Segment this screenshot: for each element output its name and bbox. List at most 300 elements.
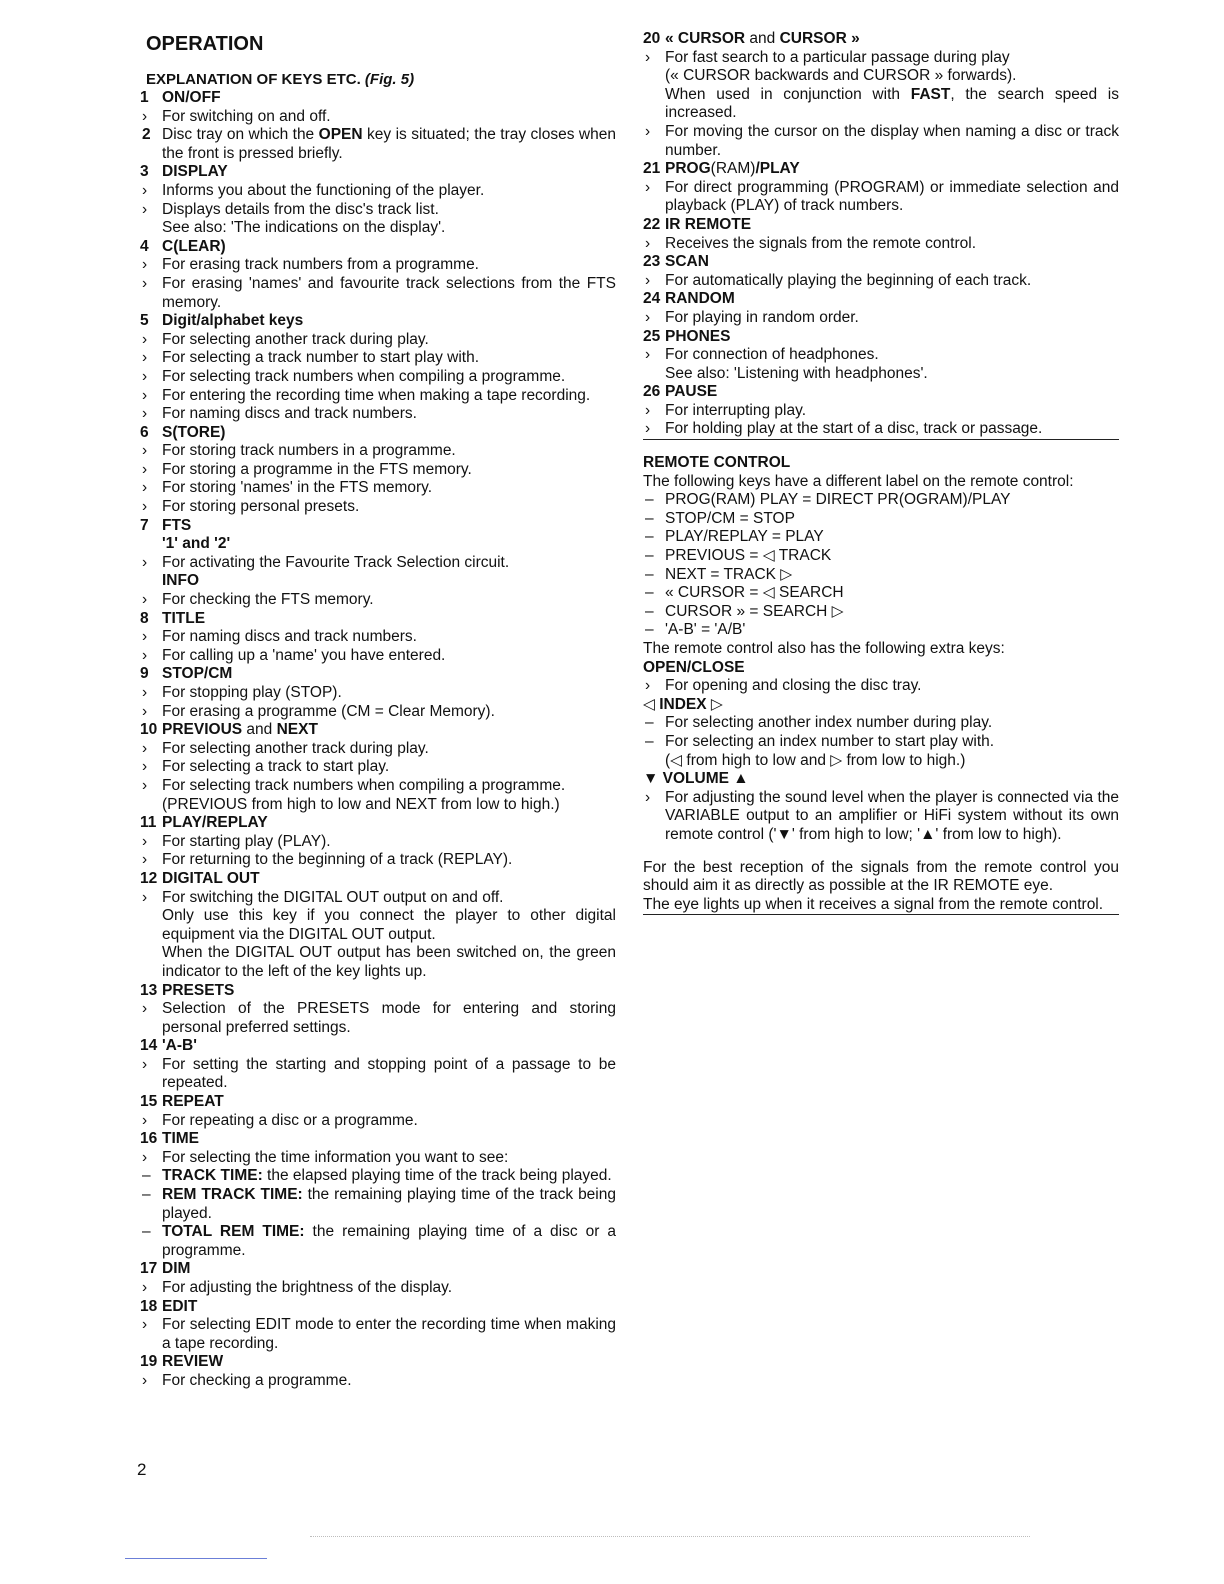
dash-marker: – bbox=[142, 1223, 151, 1241]
key-number: 1 bbox=[140, 89, 149, 106]
item-text bbox=[162, 182, 616, 201]
list-item bbox=[140, 1316, 616, 1353]
footer-rule bbox=[125, 1558, 267, 1559]
key-number: 3 bbox=[140, 163, 149, 181]
item-desc: For selecting track numbers when compiling a programme. bbox=[162, 367, 566, 385]
item-desc: For storing track numbers in a programme. bbox=[162, 442, 456, 460]
list-item bbox=[643, 346, 1119, 365]
item-desc: For selecting another track during play. bbox=[162, 330, 429, 348]
key-label bbox=[665, 160, 800, 179]
key-number: 20 bbox=[643, 30, 661, 47]
bullet-marker: › bbox=[645, 178, 651, 196]
dash-marker: – bbox=[645, 621, 654, 639]
sub-key-label: INFO bbox=[162, 572, 200, 590]
bullet-marker: › bbox=[142, 1055, 148, 1073]
list-item bbox=[140, 1372, 616, 1391]
key-heading bbox=[643, 160, 1119, 179]
key-label: FTS bbox=[162, 516, 192, 534]
key-label-part: PREVIOUS bbox=[162, 721, 243, 739]
item-desc: For direct programming (PROGRAM) or immediate selection and playback (PLAY) of track numbers. bbox=[665, 178, 1119, 215]
bullet-marker: › bbox=[142, 553, 148, 571]
remote-mapping-item bbox=[643, 547, 1119, 566]
item-text bbox=[162, 108, 616, 127]
item-desc: For selecting the time information you want to see: bbox=[162, 1148, 509, 1166]
key-heading bbox=[140, 1353, 616, 1372]
item-text bbox=[665, 309, 1119, 328]
item-desc: the remaining playing time of the track being played. bbox=[162, 1186, 616, 1222]
item-desc: For calling up a 'name' you have entered. bbox=[162, 646, 446, 664]
key-number: 18 bbox=[140, 1297, 158, 1315]
dash-marker: – bbox=[645, 565, 654, 583]
list-item bbox=[140, 387, 616, 406]
mapping-text: PROG(RAM) PLAY = DIRECT PR(OGRAM)/PLAY bbox=[665, 491, 1011, 509]
key-number: 21 bbox=[643, 160, 661, 178]
item-text bbox=[162, 554, 616, 573]
indented-note bbox=[643, 86, 1119, 123]
key-heading bbox=[140, 1037, 616, 1056]
item-desc: the elapsed playing time of the track being played. bbox=[262, 1167, 612, 1185]
key-heading bbox=[140, 163, 616, 182]
list-item bbox=[140, 442, 616, 461]
key-label: STOP/CM bbox=[162, 665, 233, 683]
list-item bbox=[140, 498, 616, 517]
item-text bbox=[162, 740, 616, 759]
item-term: REM TRACK TIME: bbox=[162, 1186, 303, 1204]
key-number: 10 bbox=[140, 721, 158, 739]
key-label: SCAN bbox=[665, 253, 709, 271]
key-label: REVIEW bbox=[162, 1353, 224, 1371]
item-desc: For selecting another track during play. bbox=[162, 739, 429, 757]
bullet-marker: › bbox=[142, 628, 148, 646]
item-desc: For moving the cursor on the display when naming a disc or track number. bbox=[665, 122, 1119, 159]
bullet-marker: › bbox=[142, 386, 148, 404]
indented-note: (« CURSOR backwards and CURSOR » forwards). bbox=[665, 67, 1017, 85]
item-text bbox=[162, 703, 616, 722]
remote-mapping-item bbox=[643, 584, 1119, 603]
item-term: TRACK TIME: bbox=[162, 1167, 263, 1185]
reception-text-1: For the best reception of the signals from the remote control you should aim it as directly as possible at the IR REMOTE eye. bbox=[643, 858, 1119, 895]
mapping-text: NEXT = TRACK ▷ bbox=[665, 565, 793, 583]
key-label: 'A-B' bbox=[162, 1037, 197, 1055]
index-note: (◁ from high to low and ▷ from low to high.) bbox=[665, 751, 966, 769]
key-label: EDIT bbox=[162, 1297, 198, 1315]
bullet-marker: › bbox=[142, 367, 148, 385]
key-number: 4 bbox=[140, 237, 149, 255]
bullet-marker: › bbox=[142, 256, 148, 274]
item-desc: For switching the DIGITAL OUT output on and off. bbox=[162, 888, 504, 906]
item-desc: For selecting a track to start play. bbox=[162, 758, 390, 776]
list-item: – For selecting another index number during play. bbox=[643, 714, 1119, 733]
item-text bbox=[162, 684, 616, 703]
item-desc: For adjusting the brightness of the display. bbox=[162, 1279, 453, 1296]
key-number: 13 bbox=[140, 981, 158, 999]
key-number: 23 bbox=[643, 253, 661, 271]
text-part-bold: OPEN bbox=[318, 126, 363, 144]
key-heading bbox=[140, 1093, 616, 1112]
bullet-marker: › bbox=[142, 442, 148, 460]
key-heading bbox=[140, 238, 616, 257]
key-heading bbox=[140, 1260, 616, 1279]
extra-keys-intro: The remote control also has the following extra keys: bbox=[643, 640, 1005, 657]
key-heading bbox=[643, 216, 1119, 235]
bullet-marker: › bbox=[142, 646, 148, 664]
list-item bbox=[140, 1167, 616, 1186]
key-label: IR REMOTE bbox=[665, 215, 752, 233]
item-desc: For selecting EDIT mode to enter the recording time when making a tape recording. bbox=[162, 1316, 616, 1352]
list-item bbox=[643, 123, 1119, 160]
list-item bbox=[140, 108, 616, 127]
page-number: 2 bbox=[137, 1460, 147, 1479]
list-item bbox=[140, 182, 616, 201]
dash-marker: – bbox=[142, 1167, 151, 1185]
key-number: 26 bbox=[643, 383, 661, 401]
item-text bbox=[162, 1316, 616, 1353]
list-item bbox=[643, 179, 1119, 216]
list-item bbox=[643, 420, 1119, 440]
indented-note: Only use this key if you connect the player to other digital equipment via the DIGITAL OUT output. bbox=[162, 907, 616, 943]
item-text bbox=[162, 1223, 616, 1260]
list-item bbox=[643, 309, 1119, 328]
item-text bbox=[665, 272, 1119, 291]
item-text bbox=[162, 1056, 616, 1093]
item-desc: For fast search to a particular passage during play bbox=[665, 48, 1010, 66]
item-desc: For connection of headphones. bbox=[665, 346, 879, 364]
text-part: , the search speed is increased. bbox=[665, 85, 1119, 122]
page-heading: OPERATION bbox=[146, 33, 264, 55]
key-number: 7 bbox=[140, 516, 149, 534]
remote-mapping-item bbox=[643, 510, 1119, 529]
reception-note bbox=[643, 859, 1119, 916]
key-label bbox=[665, 30, 860, 49]
bullet-marker: › bbox=[142, 274, 148, 292]
key-number: 2 bbox=[142, 126, 151, 144]
bullet-marker: › bbox=[142, 498, 148, 516]
key-label: PAUSE bbox=[665, 383, 718, 401]
list-item bbox=[643, 235, 1119, 254]
sub-key-label: '1' and '2' bbox=[162, 535, 231, 553]
list-item: – For selecting an index number to start play with. bbox=[643, 733, 1119, 752]
remote-mapping-item bbox=[643, 621, 1119, 640]
item-desc: Informs you about the functioning of the player. bbox=[162, 181, 485, 199]
list-item bbox=[140, 851, 616, 870]
remote-control-title: REMOTE CONTROL bbox=[643, 454, 791, 472]
list-item bbox=[140, 703, 616, 722]
bullet-marker: › bbox=[142, 1148, 148, 1166]
key-heading bbox=[643, 328, 1119, 347]
key-number: 16 bbox=[140, 1130, 158, 1148]
list-item bbox=[140, 758, 616, 777]
bullet-marker: › bbox=[142, 200, 148, 218]
mapping-text: PLAY/REPLAY = PLAY bbox=[665, 528, 824, 546]
item-desc: For repeating a disc or a programme. bbox=[162, 1111, 418, 1129]
key-number: 8 bbox=[140, 609, 149, 627]
item-text bbox=[162, 1372, 616, 1391]
list-item bbox=[140, 628, 616, 647]
key-number: 24 bbox=[643, 290, 661, 308]
bullet-marker: › bbox=[142, 330, 148, 348]
list-item: › For adjusting the sound level when the player is connected via the VARIABLE output to an amplifier or HiFi system without its own remote control ('▼' from high to low; '▲' from low to high). bbox=[645, 788, 1119, 843]
key-heading bbox=[140, 424, 616, 443]
item-text bbox=[162, 591, 616, 610]
item-text bbox=[162, 647, 616, 666]
bullet-marker: › bbox=[142, 739, 148, 757]
dash-marker: – bbox=[645, 547, 654, 565]
bullet-marker: › bbox=[645, 346, 651, 364]
list-item bbox=[140, 331, 616, 350]
item-desc: For entering the recording time when making a tape recording. bbox=[162, 386, 591, 404]
item-desc: For interrupting play. bbox=[665, 401, 806, 419]
item-text bbox=[162, 758, 616, 777]
item-desc: For switching on and off. bbox=[162, 107, 331, 125]
key-label: DIM bbox=[162, 1260, 191, 1278]
key-label-joiner: and bbox=[745, 30, 780, 47]
key-heading bbox=[140, 870, 616, 889]
item-desc: Displays details from the disc's track list. bbox=[162, 200, 439, 218]
open-close-title: OPEN/CLOSE bbox=[643, 658, 745, 676]
list-item bbox=[140, 647, 616, 666]
list-item bbox=[140, 368, 616, 387]
key-number: 17 bbox=[140, 1260, 158, 1278]
key-heading bbox=[643, 30, 1119, 49]
item-text bbox=[665, 235, 1119, 254]
key-label: REPEAT bbox=[162, 1093, 224, 1111]
remote-mapping-item bbox=[643, 528, 1119, 547]
mapping-text: CURSOR » = SEARCH ▷ bbox=[665, 602, 844, 620]
item-text bbox=[162, 777, 616, 796]
item-desc: For erasing 'names' and favourite track selections from the FTS memory. bbox=[162, 274, 616, 311]
list-item bbox=[140, 1112, 616, 1131]
bullet-marker: › bbox=[142, 888, 148, 906]
key-heading bbox=[643, 253, 1119, 272]
item-text bbox=[665, 420, 1119, 439]
indented-note: When the DIGITAL OUT output has been switched on, the green indicator to the left of the key lights up. bbox=[162, 944, 616, 980]
dash-marker: – bbox=[645, 602, 654, 620]
key-label: S(TORE) bbox=[162, 423, 226, 441]
item-text bbox=[162, 479, 616, 498]
bullet-marker: › bbox=[142, 479, 148, 497]
key-label: C(LEAR) bbox=[162, 237, 226, 255]
right-column bbox=[643, 30, 1119, 915]
list-item bbox=[140, 1223, 616, 1260]
key-label: TITLE bbox=[162, 609, 206, 627]
item-text bbox=[162, 1149, 616, 1168]
key-list-left bbox=[140, 89, 616, 1391]
key-heading bbox=[643, 290, 1119, 309]
key-heading bbox=[140, 982, 616, 1001]
item-desc: For automatically playing the beginning of each track. bbox=[665, 271, 1032, 289]
item-text bbox=[162, 405, 616, 424]
volume-desc: For adjusting the sound level when the player is connected via the VARIABLE output to an amplifier or HiFi system without its own remote control ('▼' from high to low; '▲' from low to high). bbox=[665, 788, 1119, 843]
item-text bbox=[162, 442, 616, 461]
item-text bbox=[162, 1167, 616, 1186]
list-item bbox=[140, 479, 616, 498]
key-label: TIME bbox=[162, 1130, 200, 1148]
list-item bbox=[140, 1000, 616, 1037]
key-label: Digit/alphabet keys bbox=[162, 312, 304, 330]
bullet-marker: › bbox=[142, 776, 148, 794]
item-text bbox=[162, 349, 616, 368]
item-desc: For checking a programme. bbox=[162, 1371, 352, 1389]
index-title: ◁ INDEX ▷ bbox=[643, 695, 723, 713]
key-number: 22 bbox=[643, 215, 661, 233]
key-number: 5 bbox=[140, 312, 149, 330]
key-label: PRESETS bbox=[162, 981, 235, 999]
volume-title: ▼ VOLUME ▲ bbox=[643, 770, 749, 788]
item-desc: For storing personal presets. bbox=[162, 498, 360, 516]
item-desc: For stopping play (STOP). bbox=[162, 684, 342, 701]
item-text bbox=[162, 331, 616, 350]
list-item bbox=[140, 1279, 616, 1298]
list-item bbox=[140, 833, 616, 852]
text-part-bold: FAST bbox=[910, 85, 951, 103]
bullet-marker: › bbox=[142, 702, 148, 720]
reception-text-2: The eye lights up when it receives a signal from the remote control. bbox=[643, 895, 1104, 913]
list-item bbox=[140, 1149, 616, 1168]
list-item bbox=[140, 554, 616, 573]
mapping-text: PREVIOUS = ◁ TRACK bbox=[665, 547, 832, 565]
bullet-marker: › bbox=[142, 1000, 148, 1018]
item-desc: For naming discs and track numbers. bbox=[162, 628, 417, 646]
bullet-marker: › bbox=[645, 308, 651, 326]
key-label: PLAY/REPLAY bbox=[162, 814, 268, 832]
key-number: 6 bbox=[140, 423, 149, 441]
item-text bbox=[162, 1186, 616, 1223]
section-heading bbox=[146, 70, 616, 89]
indented-note: See also: 'The indications on the display'. bbox=[162, 219, 446, 237]
bullet-marker: › bbox=[142, 684, 148, 701]
item-desc: For starting play (PLAY). bbox=[162, 832, 331, 850]
key-number: 9 bbox=[140, 665, 149, 683]
item-text bbox=[162, 1000, 616, 1037]
item-text bbox=[162, 889, 616, 908]
list-item bbox=[140, 461, 616, 480]
item-desc: For selecting a track number to start play with. bbox=[162, 349, 480, 367]
index-item-2: For selecting an index number to start play with. bbox=[665, 732, 995, 750]
bullet-marker: › bbox=[142, 181, 148, 199]
item-text bbox=[162, 461, 616, 480]
list-item: › For opening and closing the disc tray. bbox=[643, 677, 1119, 696]
item-desc: For setting the starting and stopping point of a passage to be repeated. bbox=[162, 1055, 616, 1092]
key-list-right bbox=[643, 30, 1119, 440]
key-number: 12 bbox=[140, 869, 158, 887]
item-text bbox=[162, 628, 616, 647]
item-text bbox=[162, 387, 616, 406]
item-desc: For storing 'names' in the FTS memory. bbox=[162, 479, 433, 497]
dash-marker: – bbox=[645, 584, 654, 602]
remote-control-section bbox=[643, 454, 1119, 915]
list-item bbox=[140, 591, 616, 610]
list-item bbox=[140, 740, 616, 759]
bullet-marker: › bbox=[142, 1371, 148, 1389]
list-item bbox=[140, 684, 616, 703]
item-desc: For selecting track numbers when compiling a programme. bbox=[162, 776, 566, 794]
remote-mapping-item bbox=[643, 603, 1119, 622]
key-label: DIGITAL OUT bbox=[162, 869, 260, 887]
key-heading bbox=[643, 383, 1119, 402]
key-heading bbox=[140, 126, 616, 163]
bullet-marker: › bbox=[645, 234, 651, 252]
dash-marker: – bbox=[645, 528, 654, 546]
remote-mapping-item bbox=[643, 491, 1119, 510]
remote-control-intro: The following keys have a different label on the remote control: bbox=[643, 472, 1074, 490]
dash-marker: – bbox=[645, 509, 654, 527]
bullet-marker: › bbox=[645, 271, 651, 289]
bullet-marker: › bbox=[645, 401, 651, 419]
list-item bbox=[140, 256, 616, 275]
item-desc: For activating the Favourite Track Selection circuit. bbox=[162, 553, 510, 571]
key-number: 25 bbox=[643, 327, 661, 345]
item-text bbox=[665, 123, 1119, 160]
item-text bbox=[162, 275, 616, 312]
key-number: 15 bbox=[140, 1093, 158, 1111]
mapping-text: 'A-B' = 'A/B' bbox=[665, 621, 746, 639]
section-title: EXPLANATION OF KEYS ETC. bbox=[146, 71, 361, 88]
bullet-marker: › bbox=[142, 591, 148, 609]
remote-mapping-list bbox=[643, 491, 1119, 640]
key-label-part: PROG bbox=[665, 160, 711, 178]
item-desc: For erasing a programme (CM = Clear Memory). bbox=[162, 702, 495, 720]
item-desc: Selection of the PRESETS mode for entering and storing personal preferred settings. bbox=[162, 1000, 616, 1036]
key-label: DISPLAY bbox=[162, 163, 228, 181]
bullet-marker: › bbox=[142, 1316, 148, 1334]
item-text bbox=[162, 498, 616, 517]
key-label-part: CURSOR » bbox=[779, 30, 860, 47]
bullet-marker: › bbox=[142, 460, 148, 478]
key-label-joiner: and bbox=[242, 721, 277, 739]
item-text bbox=[162, 851, 616, 870]
item-desc: For naming discs and track numbers. bbox=[162, 405, 417, 423]
bullet-marker: › bbox=[142, 1279, 148, 1296]
left-column bbox=[140, 30, 616, 1391]
list-item bbox=[140, 777, 616, 796]
item-text bbox=[665, 179, 1119, 216]
mapping-text: « CURSOR = ◁ SEARCH bbox=[665, 584, 844, 602]
item-text bbox=[665, 346, 1119, 365]
item-desc: Receives the signals from the remote control. bbox=[665, 234, 976, 252]
list-item bbox=[140, 1186, 616, 1223]
text-part: When used in conjunction with bbox=[665, 85, 911, 103]
key-heading bbox=[140, 312, 616, 331]
key-heading bbox=[140, 814, 616, 833]
key-label-part: NEXT bbox=[276, 721, 318, 739]
list-item bbox=[643, 402, 1119, 421]
list-item bbox=[643, 272, 1119, 291]
item-text bbox=[162, 256, 616, 275]
bullet-marker: › bbox=[645, 420, 651, 438]
bullet-marker: › bbox=[142, 851, 148, 869]
key-label: ON/OFF bbox=[162, 89, 221, 106]
key-label-part: /PLAY bbox=[755, 160, 800, 178]
dash-marker: – bbox=[142, 1186, 151, 1204]
key-heading bbox=[140, 610, 616, 629]
key-heading bbox=[140, 1130, 616, 1149]
key-label-joiner: (RAM) bbox=[710, 160, 756, 178]
item-text bbox=[162, 201, 616, 220]
key-description bbox=[162, 126, 616, 163]
bullet-marker: › bbox=[142, 832, 148, 850]
key-heading bbox=[140, 89, 616, 108]
bullet-marker: › bbox=[142, 349, 148, 367]
index-item-1: For selecting another index number during play. bbox=[665, 714, 993, 732]
item-text bbox=[665, 49, 1119, 68]
key-number: 19 bbox=[140, 1353, 158, 1371]
list-item bbox=[643, 49, 1119, 68]
item-desc: For checking the FTS memory. bbox=[162, 591, 374, 609]
key-number: 14 bbox=[140, 1037, 158, 1055]
key-heading bbox=[140, 1298, 616, 1317]
item-text bbox=[665, 402, 1119, 421]
item-desc: For holding play at the start of a disc, track or passage. bbox=[665, 420, 1043, 438]
